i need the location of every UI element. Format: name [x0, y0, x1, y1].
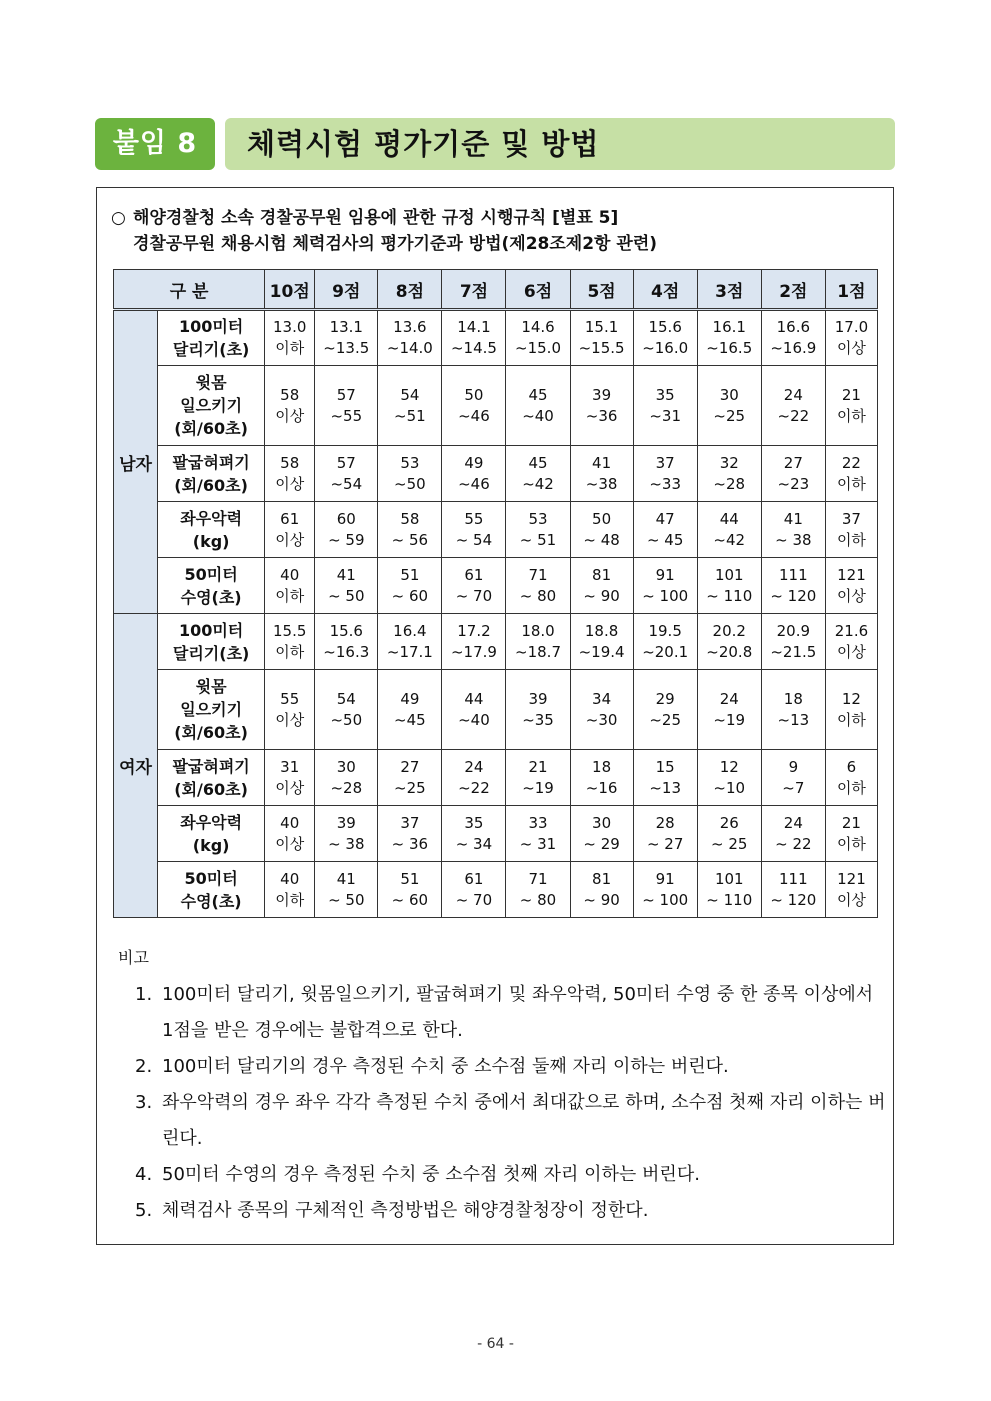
header-score: 3점: [697, 270, 761, 310]
score-cell: 49 ~45: [378, 670, 442, 750]
table-row: [114, 558, 878, 614]
score-cell: 45 ~42: [506, 446, 570, 502]
note-item: 4. 50미터 수영의 경우 측정된 수치 중 소수점 첫째 자리 이하는 버린다.: [135, 1164, 700, 1185]
attachment-badge: 붙임 8: [95, 118, 215, 170]
score-cell: 61 ~ 70: [442, 862, 506, 918]
score-cell: 30 ~28: [315, 750, 378, 806]
score-cell: 26 ~ 25: [697, 806, 761, 862]
score-cell: 39 ~ 38: [315, 806, 378, 862]
header-score: 8점: [378, 270, 442, 310]
circle-bullet-icon: ○: [111, 208, 126, 228]
score-cell: 24 ~19: [697, 670, 761, 750]
header-score: 2점: [761, 270, 825, 310]
score-cell: 21 이하: [825, 806, 877, 862]
test-item-label: 100미터 달리기(초): [158, 614, 265, 670]
score-cell: 121 이상: [825, 558, 877, 614]
table-row: [114, 366, 878, 446]
score-cell: 54 ~51: [378, 366, 442, 446]
score-cell: 21 ~19: [506, 750, 570, 806]
score-cell: 41 ~38: [570, 446, 633, 502]
test-item-label: 50미터 수영(초): [158, 862, 265, 918]
score-cell: 6 이하: [825, 750, 877, 806]
intro-line-2: 경찰공무원 채용시험 체력검사의 평가기준과 방법(제28조제2항 관련): [133, 234, 658, 254]
section-header: [95, 118, 895, 170]
table-row: [114, 310, 878, 366]
header-score: 1점: [825, 270, 877, 310]
test-item-label: 윗몸 일으키기 (회/60초): [158, 366, 265, 446]
table-header-row: [114, 270, 878, 310]
test-item-label: 좌우악력 (kg): [158, 502, 265, 558]
score-cell: 53 ~50: [378, 446, 442, 502]
score-cell: 14.6 ~15.0: [506, 310, 570, 366]
score-cell: 60 ~ 59: [315, 502, 378, 558]
score-cell: 27 ~25: [378, 750, 442, 806]
score-cell: 12 이하: [825, 670, 877, 750]
note-item: 2. 100미터 달리기의 경우 측정된 수치 중 소수점 둘째 자리 이하는 버린다.: [135, 1056, 729, 1077]
score-cell: 111 ~ 120: [761, 862, 825, 918]
score-cell: 37 ~33: [633, 446, 697, 502]
table-row: [114, 806, 878, 862]
table-row: [114, 614, 878, 670]
score-cell: 16.6 ~16.9: [761, 310, 825, 366]
score-cell: 37 이하: [825, 502, 877, 558]
score-cell: 24 ~22: [442, 750, 506, 806]
score-cell: 18.8 ~19.4: [570, 614, 633, 670]
header-score: 5점: [570, 270, 633, 310]
score-cell: 39 ~35: [506, 670, 570, 750]
header-score: 7점: [442, 270, 506, 310]
score-cell: 16.4 ~17.1: [378, 614, 442, 670]
test-item-label: 100미터 달리기(초): [158, 310, 265, 366]
score-cell: 22 이하: [825, 446, 877, 502]
score-cell: 51 ~ 60: [378, 862, 442, 918]
score-cell: 51 ~ 60: [378, 558, 442, 614]
score-cell: 47 ~ 45: [633, 502, 697, 558]
intro-line-1: 해양경찰청 소속 경찰공무원 임용에 관한 규정 시행규칙 [별표 5]: [133, 208, 619, 228]
score-cell: 13.1 ~13.5: [315, 310, 378, 366]
table-row: [114, 862, 878, 918]
score-cell: 40 이하: [265, 558, 315, 614]
score-cell: 101 ~ 110: [697, 558, 761, 614]
table-row: [114, 446, 878, 502]
score-cell: 15.1 ~15.5: [570, 310, 633, 366]
score-cell: 57 ~54: [315, 446, 378, 502]
score-cell: 28 ~ 27: [633, 806, 697, 862]
score-cell: 29 ~25: [633, 670, 697, 750]
score-cell: 81 ~ 90: [570, 862, 633, 918]
score-cell: 14.1 ~14.5: [442, 310, 506, 366]
score-cell: 49 ~46: [442, 446, 506, 502]
header-score: 9점: [315, 270, 378, 310]
score-cell: 24 ~ 22: [761, 806, 825, 862]
score-cell: 21 이하: [825, 366, 877, 446]
header-score: 6점: [506, 270, 570, 310]
score-cell: 58 이상: [265, 366, 315, 446]
score-cell: 40 이상: [265, 806, 315, 862]
score-cell: 40 이하: [265, 862, 315, 918]
title-bar: [225, 118, 895, 170]
score-cell: 71 ~ 80: [506, 558, 570, 614]
score-cell: 24 ~22: [761, 366, 825, 446]
score-cell: 91 ~ 100: [633, 862, 697, 918]
score-cell: 41 ~ 50: [315, 862, 378, 918]
score-cell: 15 ~13: [633, 750, 697, 806]
score-cell: 13.0 이하: [265, 310, 315, 366]
score-cell: 101 ~ 110: [697, 862, 761, 918]
score-cell: 54 ~50: [315, 670, 378, 750]
score-cell: 121 이상: [825, 862, 877, 918]
group-label: 남자: [114, 310, 158, 614]
page-number: - 64 -: [477, 1336, 514, 1352]
score-cell: 30 ~ 29: [570, 806, 633, 862]
score-cell: 27 ~23: [761, 446, 825, 502]
score-cell: 44 ~42: [697, 502, 761, 558]
test-item-label: 50미터 수영(초): [158, 558, 265, 614]
score-cell: 16.1 ~16.5: [697, 310, 761, 366]
score-cell: 53 ~ 51: [506, 502, 570, 558]
score-cell: 55 ~ 54: [442, 502, 506, 558]
score-cell: 58 ~ 56: [378, 502, 442, 558]
notes-section: [118, 945, 888, 1229]
score-cell: 20.2 ~20.8: [697, 614, 761, 670]
score-cell: 13.6 ~14.0: [378, 310, 442, 366]
score-cell: 35 ~ 34: [442, 806, 506, 862]
note-item: 3. 좌우악력의 경우 좌우 각각 측정된 수치 중에서 최대값으로 하며, 소수점 첫째 자리 이하는 버린다.: [135, 1092, 886, 1149]
score-cell: 19.5 ~20.1: [633, 614, 697, 670]
score-cell: 37 ~ 36: [378, 806, 442, 862]
score-cell: 50 ~ 48: [570, 502, 633, 558]
test-item-label: 윗몸 일으키기 (회/60초): [158, 670, 265, 750]
note-item: 1. 100미터 달리기, 윗몸일으키기, 팔굽혀펴기 및 좌우악력, 50미터 수영 중 한 종목 이상에서 1점을 받은 경우에는 불합격으로 한다.: [135, 984, 874, 1041]
score-cell: 15.6 ~16.3: [315, 614, 378, 670]
score-cell: 31 이상: [265, 750, 315, 806]
score-cell: 9 ~7: [761, 750, 825, 806]
score-cell: 45 ~40: [506, 366, 570, 446]
score-cell: 32 ~28: [697, 446, 761, 502]
score-cell: 18 ~16: [570, 750, 633, 806]
score-cell: 12 ~10: [697, 750, 761, 806]
score-cell: 61 이상: [265, 502, 315, 558]
score-cell: 33 ~ 31: [506, 806, 570, 862]
score-cell: 17.2 ~17.9: [442, 614, 506, 670]
score-cell: 21.6 이상: [825, 614, 877, 670]
group-label: 여자: [114, 614, 158, 918]
score-cell: 15.6 ~16.0: [633, 310, 697, 366]
fitness-standards-table: [113, 269, 878, 918]
test-item-label: 팔굽혀펴기 (회/60초): [158, 750, 265, 806]
header-score: 10점: [265, 270, 315, 310]
notes-label: 비고: [118, 948, 149, 967]
score-cell: 18.0 ~18.7: [506, 614, 570, 670]
score-cell: 41 ~ 50: [315, 558, 378, 614]
table-row: [114, 750, 878, 806]
header-category: 구 분: [114, 270, 265, 310]
test-item-label: 팔굽혀펴기 (회/60초): [158, 446, 265, 502]
score-cell: 18 ~13: [761, 670, 825, 750]
score-cell: 17.0 이상: [825, 310, 877, 366]
score-cell: 91 ~ 100: [633, 558, 697, 614]
score-cell: 15.5 이하: [265, 614, 315, 670]
score-cell: 81 ~ 90: [570, 558, 633, 614]
score-cell: 55 이상: [265, 670, 315, 750]
score-cell: 61 ~ 70: [442, 558, 506, 614]
score-cell: 41 ~ 38: [761, 502, 825, 558]
score-cell: 71 ~ 80: [506, 862, 570, 918]
score-cell: 58 이상: [265, 446, 315, 502]
score-cell: 111 ~ 120: [761, 558, 825, 614]
note-item: 5. 체력검사 종목의 구체적인 측정방법은 해양경찰청장이 정한다.: [135, 1200, 649, 1221]
score-cell: 20.9 ~21.5: [761, 614, 825, 670]
table-row: [114, 502, 878, 558]
page-title: 체력시험 평가기준 및 방법: [247, 127, 600, 161]
score-cell: 30 ~25: [697, 366, 761, 446]
score-cell: 57 ~55: [315, 366, 378, 446]
header-score: 4점: [633, 270, 697, 310]
score-cell: 50 ~46: [442, 366, 506, 446]
score-cell: 44 ~40: [442, 670, 506, 750]
intro-text: [111, 205, 657, 257]
table-row: [114, 670, 878, 750]
score-cell: 39 ~36: [570, 366, 633, 446]
score-cell: 34 ~30: [570, 670, 633, 750]
score-cell: 35 ~31: [633, 366, 697, 446]
test-item-label: 좌우악력 (kg): [158, 806, 265, 862]
